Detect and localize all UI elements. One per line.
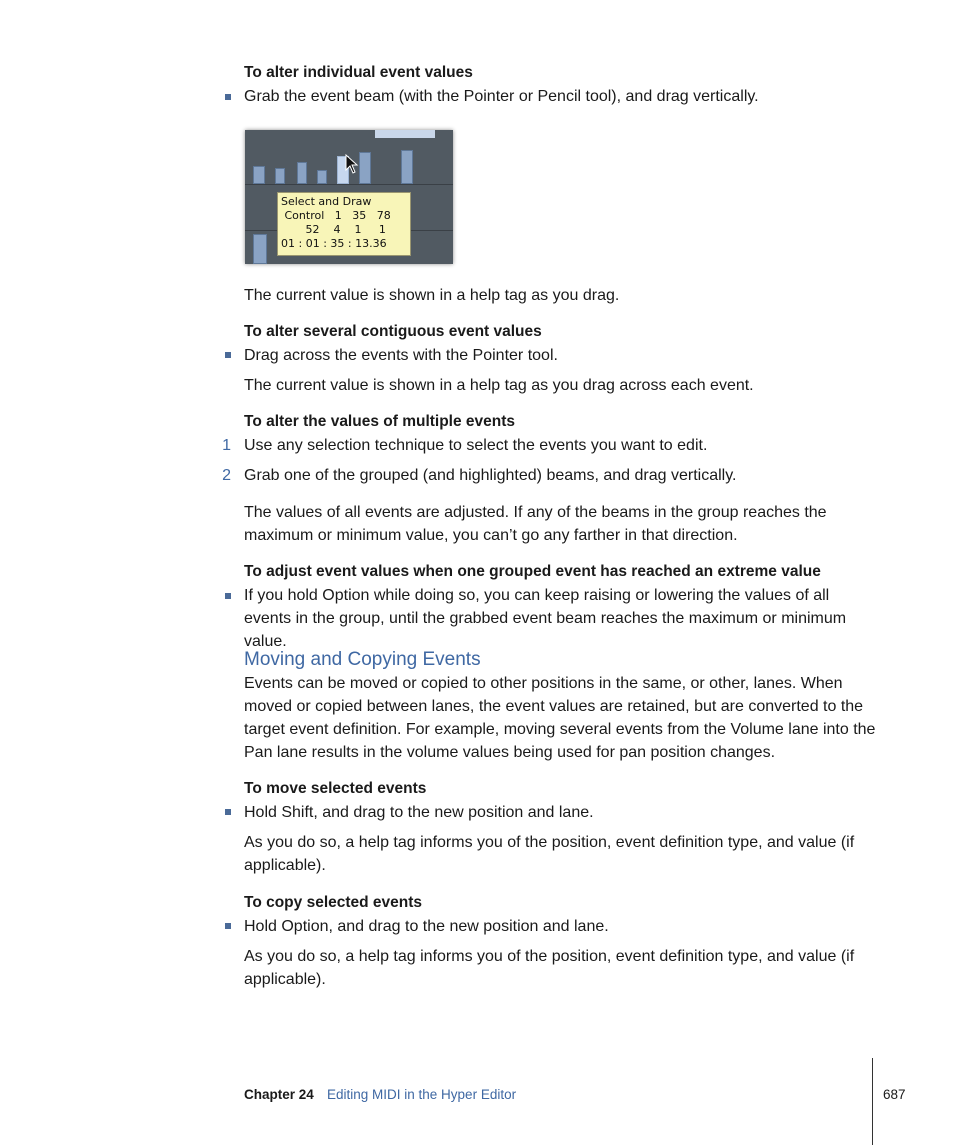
hyper-editor-screenshot [245,130,453,264]
bullet-marker [225,94,231,100]
bullet-marker [225,923,231,929]
pointer-cursor-icon [345,154,359,174]
instruction-text: If you hold Option while doing so, you can keep raising or lowering the values of all events in the group, until the grabbed event beam reaches the maximum or minimum value. [244,587,847,650]
event-beam [401,150,413,184]
heading-copy-events: To copy selected events [244,894,423,911]
footer-chapter-title: Editing MIDI in the Hyper Editor [327,1087,517,1102]
heading-alter-contiguous: To alter several contiguous event values [244,323,542,340]
heading-alter-individual: To alter individual event values [244,64,473,81]
heading-alter-multiple: To alter the values of multiple events [244,413,516,430]
event-beam [317,170,327,184]
section-title: Moving and Copying Events [244,649,481,670]
lane-divider [245,184,453,185]
help-tag-line: Control 1 35 78 [281,209,391,222]
step-text: Grab one of the grouped (and highlighted) beams, and drag vertically. [244,467,737,484]
event-beam [253,166,265,184]
step-text: Use any selection technique to select the events you want to edit. [244,437,708,454]
instruction-text: Drag across the events with the Pointer tool. [244,347,558,364]
step-number: 2 [222,467,231,484]
event-beam [275,168,285,184]
body-text: As you do so, a help tag informs you of the position, event definition type, and value (if applicable). [244,834,855,874]
event-beam [297,162,307,184]
help-tag [277,192,411,256]
heading-adjust-extreme: To adjust event values when one grouped event has reached an extreme value [244,563,821,580]
help-tag-line: 01 : 01 : 35 : 13.36 [281,237,387,250]
body-text: The values of all events are adjusted. If any of the beams in the group reaches the maximum or minimum value, you can’t go any farther in that direction. [244,504,827,544]
footer-chapter: Chapter 24 [244,1087,314,1102]
instruction-text: Hold Shift, and drag to the new position and lane. [244,804,594,821]
lane-highlight [375,130,435,138]
footer-divider [872,1058,873,1145]
body-text: The current value is shown in a help tag as you drag across each event. [244,377,754,394]
instruction-text: Hold Option, and drag to the new position and lane. [244,918,609,935]
bullet-marker [225,352,231,358]
help-tag-line: Select and Draw [281,195,372,208]
step-number: 1 [222,437,231,454]
page-number: 687 [883,1087,906,1102]
heading-move-events: To move selected events [244,780,427,797]
bullet-marker [225,809,231,815]
event-beam [253,234,267,264]
body-text: As you do so, a help tag informs you of the position, event definition type, and value (if applicable). [244,948,855,988]
body-text: The current value is shown in a help tag as you drag. [244,287,620,304]
section-body: Events can be moved or copied to other positions in the same, or other, lanes. When moved or copied between lanes, the event values are retained, but are converted to the target event definition. For example, moving several events from the Volume lane into the Pan lane results in the volume values being used for pan position changes. [244,675,876,761]
instruction-text: Grab the event beam (with the Pointer or Pencil tool), and drag vertically. [244,88,759,105]
event-beam [359,152,371,184]
bullet-marker [225,593,231,599]
help-tag-line: 52 4 1 1 [281,223,386,236]
